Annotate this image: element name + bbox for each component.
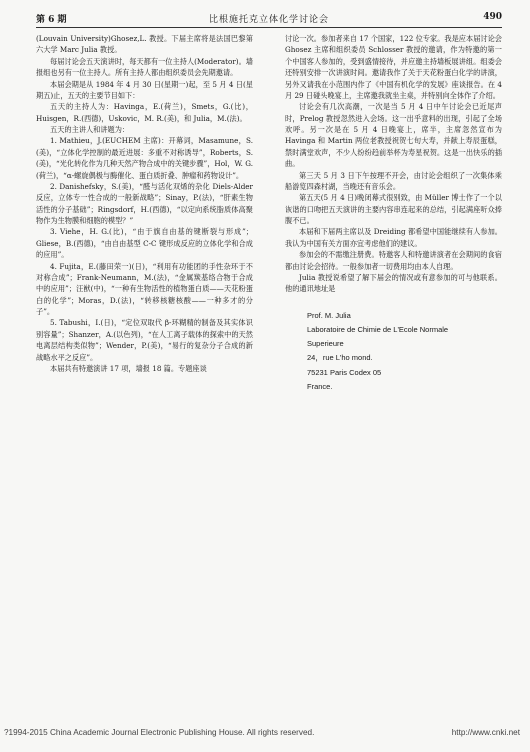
paragraph: 3. Viehe，H. G.(比)，“由于旗自由基的键断裂与形成”；Gliese，B.(西德)，“由自由基型 C-C 键形成反应的立体化学和合成的应用”。 [36,227,253,260]
paragraph: 1. Mathieu，J.(EUCHEM 主席)：开幕词，Masamune，S.(美)，“立体化学控制的最近进展：多重不对称诱导”，Roberts，S.(美)，“光化转化作为几种天然产物合成中的关键步骤”，Hol，W. G.(荷兰)，“α-螺旋偶极与酶催化、蛋白质折叠、肿瘤和药物设计”。 [36,136,253,180]
left-column [36,33,253,374]
paragraph: 五天的主持人为：Havinga，E.(荷兰)，Smets，G.(比)，Huisgen，R.(西德)，Uskovic，M. R.(美)，和 Julia，M.(法)。 [36,102,253,123]
paragraph: 5. Tabushi，I.(日)，“定位双取代 β-环糊精的制备及其实体识别容量”；Shanzer，A.(以色列)，“在人工离子载体的探索中的天然电离层结构类似物”；Wender，P.(美)，“易行的复杂分子合成的新战略水平之反应”。 [36,318,253,362]
paragraph: 本届和下届两主席以及 Dreiding 都希望中国能继续有人参加。我认为中国有关方面亦宜考虑他们的建议。 [285,227,502,248]
paragraph: 讨论一次。参加者来自 17 个国家，122 位专家。我是应本届讨论会 Ghosez 主席和组织委员 Schlosser 教授的邀请，作为特邀的第一个中国客人参加的，受到盛情接待，并应邀主持墙板展讲组。组委会还特别安排一次讲演时间。邀请我作了关于天花粉蛋白化学的讲演，另外又请我在小范围内作了《中国有机化学的发展》座谈报告。在 4 月 29 日碰头晚宴上，主席邀我就坐主桌，并特别向全体作了介绍。 [285,34,502,100]
paragraph: 本届共有特邀演讲 17 项，墙报 18 篇。专题座谈 [50,363,207,373]
running-title: 比根施托克立体化学讨论会 [208,15,329,25]
issue-number: 第 6 期 [36,15,67,25]
address-line: France. [307,381,333,391]
postal-address [307,309,502,395]
paragraph: 4. Fujita，E.(藤田荣一)(日)，“利用有功能团的手性杂环于不对称合成”；Frank-Neumann，M.(法)，“金属羰基络合物于合成中的应用”；汪猷(中)，“一种有生物活性的植物蛋白质——天花粉蛋白的化学”；Moras，D.(法)，“转移核糖核酸——一种多才的分子”。 [36,261,253,316]
address-line: 75231 Paris Codex 05 [307,367,382,377]
paragraph: 第五天(5 月 4 日)晚闭幕式很别致，由 Müller 博士作了一个以诙谐的口吻把五天演讲的主要内容串连起来的总结，引起满座听众捧腹不已。 [285,193,502,225]
paragraph: (Louvain University)Ghosez,L. 教授。下届主席将是法国巴黎第六大学 Marc Julia 教授。 [36,34,253,55]
footer-url[interactable]: http://www.cnki.net [451,728,520,737]
address-line: Superieure [307,339,344,349]
right-column [285,33,502,394]
paragraph: Julia 教授说希望了解下届会的情况或有意参加的可与他联系。他的通讯地址是 [285,272,502,294]
paragraph: 本届会期是从 1984 年 4 月 30 日(星期一)起，至 5 月 4 日(星期五)止，五天的主要节目如下： [36,79,253,100]
address-line: Prof. M. Julia [307,310,351,320]
paragraph: 每届讨论会五天演讲时，每天都有一位主持人(Moderator)。墙报组也另有一位主持人。所有主持人都由组织委员会先期邀请。 [36,56,253,78]
paragraph: 讨论会有几次高潮，一次是当 5 月 4 日中午讨论会已近尾声时，Prelog 教授忽然进入会场。这一出乎意料的出现，引起了全场欢呼。另一次是在 5 月 4 日晚宴上，席半，主席忽然宣布为 Havinga 和 Martin 两位老教授祝贺七旬大寿，并献上寿辰蛋糕，禁时满堂欢声，不少人纷纷趋前举杯为寿星祝贺。这是一出快乐的插曲。 [285,102,502,169]
paragraph: 2. Danishefsky，S.(美)，“醛与活化双烯的杂化 Diels-Alder 反应，立体专一性合成的一般新战略”；Sinay，P.(法)，“肝素生物活性的分子基础”；Ringsdorf，H.(西德)，“以定向系统脂质体高聚物作为生物膜和细胞的模型？” [36,181,253,225]
header-rule [36,27,502,28]
copyright-notice: ?1994-2015 China Academic Journal Electronic Publishing House. All rights reserved. [4,728,315,737]
page-header [36,10,502,26]
page-footer [4,728,520,737]
paragraph: 五天的主讲人和讲题为： [50,125,130,134]
paragraph: 参加会的不需缴注册费。特邀客人和特邀讲演者在会期间的食宿都由讨论会招待。一般参加者一切费用均由本人自理。 [285,250,502,271]
paragraph: 第三天 5 月 3 日下午按理不开会，由讨论会组织了一次集体乘船游览四森村湖，当晚还有音乐会。 [285,170,502,191]
page-number: 490 [483,12,502,22]
address-line: 24，rue L'ho mond. [307,353,373,363]
address-line: Laboratoire de Chimie de L'Ecole Normale [307,324,449,334]
